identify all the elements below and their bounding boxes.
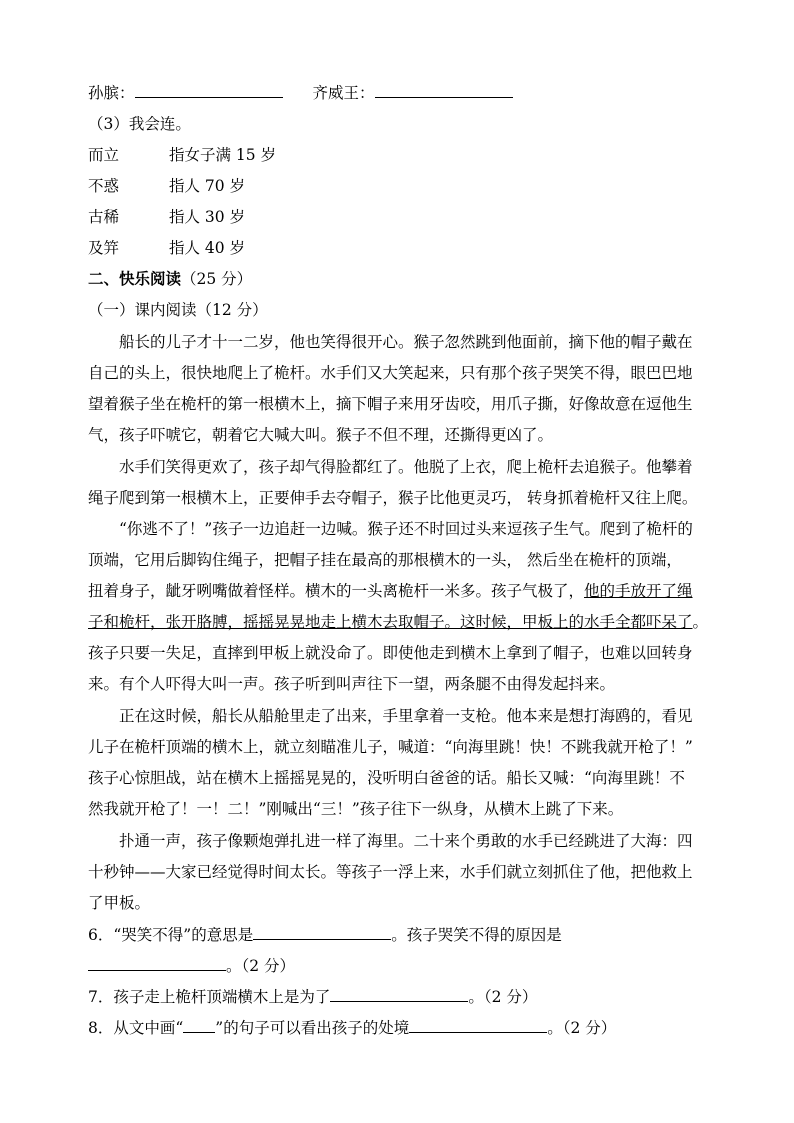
passage-line: 自己的头上，很快地爬上了桅杆。水手们又大笑起来，只有那个孩子哭笑不得，眼巴巴地	[88, 364, 693, 382]
passage-line: 儿子在桅杆顶端的横木上，就立刻瞄准儿子，喊道：“向海里跳！快！不跳我就开枪了！”	[88, 738, 693, 756]
match-definition[interactable]: 指人 30 岁	[169, 208, 246, 226]
question-6-text: 6．“哭笑不得”的意思是	[88, 926, 254, 944]
passage-text: 。	[692, 613, 709, 631]
question-6-score: 。（2 分）	[226, 957, 296, 975]
passage-line: 望着猴子坐在桅杆的第一根横木上，摘下帽子来用牙齿咬，用爪子撕，好像故意在逗他生	[88, 395, 693, 413]
match-term[interactable]: 及笄	[88, 239, 120, 257]
question-7	[88, 987, 537, 1007]
match-term[interactable]: 古稀	[88, 208, 120, 226]
question-7-text: 7．孩子走上桅杆顶端横木上是为了	[88, 988, 331, 1006]
question-6-text-2: 。孩子哭笑不得的原因是	[391, 926, 562, 944]
subsection-1-heading: （一）课内阅读（12 分）	[88, 301, 268, 319]
question-7-score: 。（2 分）	[468, 988, 538, 1006]
q3-title: （3）我会连。	[88, 115, 191, 133]
passage-line: 然我就开枪了！一！二！”刚喊出“三！”孩子往下一纵身，从横木上跳了下来。	[88, 800, 624, 818]
match-definition[interactable]: 指女子满 15 岁	[169, 146, 277, 164]
question-6-cont	[88, 956, 295, 976]
question-8	[88, 1018, 616, 1038]
underline-mark	[183, 1018, 215, 1033]
passage-line: 孩子只要一失足，直摔到甲板上就没命了。即使他走到横木上拿到了帽子，也难以回转身	[88, 644, 693, 662]
passage-line: 了甲板。	[88, 894, 151, 912]
passage-line: 来。有个人吓得大叫一声。孩子听到叫声往下一望，两条腿不由得发起抖来。	[88, 675, 616, 693]
qiweiwang-blank[interactable]	[375, 83, 513, 98]
answer-row-characters	[88, 83, 513, 103]
section-2-score: （25 分）	[181, 270, 253, 288]
match-term[interactable]: 而立	[88, 146, 120, 164]
match-term[interactable]: 不惑	[88, 177, 120, 195]
question-8-score: 。（2 分）	[547, 1019, 617, 1037]
question-8-blank[interactable]	[409, 1018, 547, 1033]
match-row	[88, 207, 245, 227]
question-6-blank-reason[interactable]	[88, 956, 226, 971]
passage-line: 顶端，它用后脚钩住绳子，把帽子挂在最高的那根横木的一头， 然后坐在桅杆的顶端，	[88, 551, 682, 569]
sunbin-blank[interactable]	[135, 83, 283, 98]
passage-line: 孩子心惊胆战，站在横木上摇摇晃晃的，没听明白爸爸的话。船长又喊：“向海里跳！不	[88, 769, 685, 787]
passage-line	[88, 581, 693, 601]
passage-line: 船长的儿子才十一二岁，他也笑得很开心。猴子忽然跳到他面前，摘下他的帽子戴在	[119, 333, 693, 351]
question-6-blank-meaning[interactable]	[253, 925, 391, 940]
match-definition[interactable]: 指人 40 岁	[169, 239, 246, 257]
match-row	[88, 238, 245, 258]
passage-line: 扑通一声，孩子像颗炮弹扎进一样了海里。二十来个勇敢的水手已经跳进了大海：四	[119, 832, 693, 850]
passage-line: 十秒钟——大家已经觉得时间太长。等孩子一浮上来，水手们就立刻抓住了他，把他救上	[88, 863, 693, 881]
question-7-blank[interactable]	[330, 987, 468, 1002]
match-row	[88, 176, 245, 196]
passage-text: 扭着身子，龇牙咧嘴做着怪样。横木的一头离桅杆一米多。孩子气极了，	[88, 582, 585, 600]
passage-line	[88, 612, 708, 632]
question-8-text: 8．从文中画“	[88, 1019, 184, 1037]
qiweiwang-label: 齐威王：	[312, 84, 375, 102]
passage-line: 正在这时候，船长从船舱里走了出来，手里拿着一支枪。他本来是想打海鸥的，看见	[119, 707, 693, 725]
passage-line: 气，孩子吓唬它，朝着它大喊大叫。猴子不但不理，还撕得更凶了。	[88, 426, 554, 444]
underlined-sentence: 子和桅杆，张开胳膊，摇摇晃晃地走上横木去取帽子。这时候，甲板上的水手全都吓呆了	[88, 613, 693, 631]
section-2-title: 二、快乐阅读	[88, 269, 182, 288]
passage-line: 绳子爬到第一根横木上，正要伸手去夺帽子，猴子比他更灵巧， 转身抓着桅杆又往上爬。	[88, 489, 698, 507]
question-8-text-2: ”的句子可以看出孩子的处境	[215, 1019, 410, 1037]
match-definition[interactable]: 指人 70 岁	[169, 177, 246, 195]
underlined-sentence: 他的手放开了绳	[584, 582, 693, 600]
sunbin-label: 孙膑：	[88, 84, 135, 102]
passage-line: “你逃不了！”孩子一边追赶一边喊。猴子还不时回过头来逗孩子生气。爬到了桅杆的	[119, 520, 693, 538]
section-2-heading	[88, 269, 252, 289]
passage-line: 水手们笑得更欢了，孩子却气得脸都红了。他脱了上衣，爬上桅杆去追猴子。他攀着	[119, 458, 693, 476]
match-row	[88, 145, 276, 165]
question-6	[88, 925, 562, 945]
